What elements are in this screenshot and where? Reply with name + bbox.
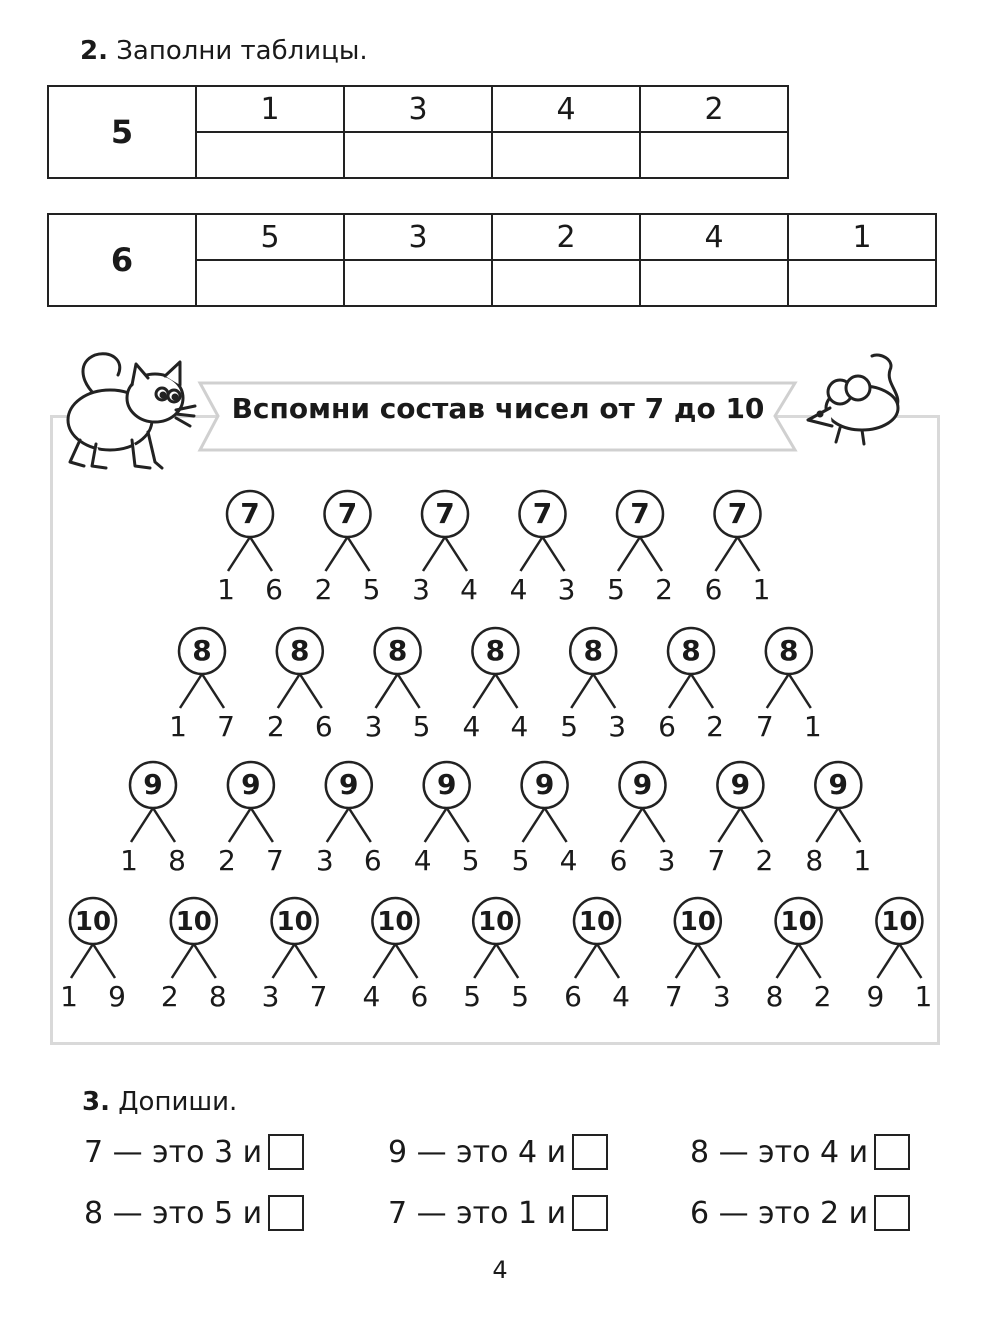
- tree-part: 3: [657, 844, 676, 877]
- task3-item: [388, 1134, 608, 1170]
- tree-whole: 10: [881, 907, 918, 937]
- tree-branch: [398, 674, 420, 708]
- tree-part: 5: [461, 844, 480, 877]
- tree-branch: [777, 944, 799, 978]
- tree-branch: [877, 944, 899, 978]
- tree-part: 2: [266, 710, 285, 743]
- tree-whole: 8: [583, 634, 603, 667]
- tree-branch: [716, 537, 738, 571]
- tree-branch: [618, 537, 640, 571]
- tree-branch: [395, 944, 417, 978]
- tree-whole: 7: [435, 497, 455, 530]
- tree-branch: [228, 537, 250, 571]
- tree-part: 4: [510, 710, 529, 743]
- tree-part: 2: [160, 980, 179, 1013]
- tree-part: 6: [314, 710, 333, 743]
- tree-whole: 7: [532, 497, 553, 530]
- tree-branch: [327, 808, 349, 842]
- table-part: 5: [196, 214, 344, 260]
- tree-part: 2: [755, 844, 774, 877]
- tree-part: 7: [664, 980, 683, 1013]
- tree-part: 3: [412, 573, 430, 606]
- tree-part: 3: [712, 980, 731, 1013]
- task3-number: 3.: [82, 1087, 110, 1117]
- tree-branch: [423, 537, 445, 571]
- tree-branch: [202, 674, 224, 708]
- tree-whole: 10: [74, 907, 112, 937]
- task3-item: [388, 1195, 608, 1231]
- tree-part: 1: [60, 980, 78, 1013]
- tree-branch: [643, 808, 665, 842]
- tree-branch: [593, 674, 615, 708]
- tree-whole: 10: [276, 907, 313, 937]
- tree-whole: 9: [241, 768, 261, 801]
- tree-whole: 10: [478, 907, 515, 937]
- table-part: 3: [344, 86, 492, 132]
- tree-part: 7: [755, 710, 774, 743]
- tree-branch: [698, 944, 720, 978]
- tree-branch: [597, 944, 619, 978]
- task3-heading: [82, 1087, 237, 1117]
- tree-part: 3: [557, 573, 576, 606]
- tree-part: 7: [265, 844, 284, 877]
- tree-branch: [425, 808, 447, 842]
- table-whole: 5: [48, 86, 196, 178]
- tree-part: 1: [752, 573, 771, 606]
- tree-whole: 8: [779, 634, 799, 667]
- tree-branch: [495, 674, 517, 708]
- tree-part: 1: [914, 980, 933, 1013]
- table-part: 1: [788, 214, 936, 260]
- tree-branch: [326, 537, 348, 571]
- tree-part: 5: [412, 710, 431, 743]
- tree-whole: 10: [780, 907, 817, 937]
- task3-item-text: 6 — это 2 и: [690, 1195, 869, 1231]
- tree-part: 5: [560, 710, 579, 743]
- tree-part: 9: [108, 980, 126, 1013]
- tree-whole: 8: [387, 634, 408, 667]
- task3-item: [690, 1134, 910, 1170]
- tree-whole: 8: [681, 634, 701, 667]
- tree-whole: 9: [632, 768, 653, 801]
- tree-part: 7: [707, 844, 726, 877]
- tree-branch: [93, 944, 115, 978]
- tree-branch: [172, 944, 194, 978]
- tree-branch: [669, 674, 691, 708]
- tree-part: 5: [511, 980, 530, 1013]
- tree-whole: 7: [337, 497, 358, 530]
- tree-branch: [376, 674, 398, 708]
- table-part: 2: [640, 86, 788, 132]
- tree-branch: [767, 674, 789, 708]
- tree-branch: [474, 944, 496, 978]
- tree-branch: [348, 537, 370, 571]
- tree-part: 6: [609, 844, 628, 877]
- task3-item-text: 8 — это 4 и: [690, 1134, 869, 1170]
- tree-branch: [180, 674, 202, 708]
- tree-whole: 8: [192, 634, 212, 667]
- tree-whole: 7: [630, 497, 650, 530]
- tree-whole: 9: [143, 768, 163, 801]
- tree-part: 8: [805, 844, 824, 877]
- tree-part: 6: [363, 844, 382, 877]
- tree-whole: 10: [679, 907, 716, 937]
- task3-text: Допиши.: [118, 1087, 238, 1117]
- tree-part: 3: [608, 710, 627, 743]
- tree-part: 4: [362, 980, 381, 1013]
- tree-branch: [445, 537, 467, 571]
- tree-branch: [575, 944, 597, 978]
- tree-whole: 9: [730, 768, 751, 801]
- task3-item-text: 9 — это 4 и: [388, 1134, 567, 1170]
- tree-branch: [229, 808, 251, 842]
- tree-part: 2: [217, 844, 236, 877]
- tree-part: 1: [169, 710, 187, 743]
- tree-part: 2: [314, 573, 333, 606]
- tree-part: 3: [364, 710, 383, 743]
- tree-whole: 8: [290, 634, 310, 667]
- tree-branch: [250, 537, 272, 571]
- tree-part: 1: [217, 573, 235, 606]
- tree-whole: 7: [727, 497, 748, 530]
- tree-branch: [496, 944, 518, 978]
- tree-part: 6: [658, 710, 676, 743]
- tree-branch: [278, 674, 300, 708]
- tree-branch: [131, 808, 153, 842]
- tree-part: 4: [462, 710, 481, 743]
- tree-part: 3: [315, 844, 334, 877]
- table-part: 4: [640, 214, 788, 260]
- tree-branch: [349, 808, 371, 842]
- tree-part: 6: [704, 573, 723, 606]
- tree-branch: [373, 944, 395, 978]
- tree-branch: [899, 944, 921, 978]
- tree-part: 4: [460, 573, 478, 606]
- tree-branch: [473, 674, 495, 708]
- tree-part: 4: [509, 573, 528, 606]
- tree-part: 2: [655, 573, 673, 606]
- tree-branch: [738, 537, 760, 571]
- tree-branch: [194, 944, 216, 978]
- tree-part: 4: [612, 980, 630, 1013]
- task3-item: [84, 1195, 304, 1231]
- tree-part: 1: [803, 710, 822, 743]
- tree-part: 7: [217, 710, 235, 743]
- task2-text: Заполни таблицы.: [116, 36, 368, 66]
- tree-part: 8: [765, 980, 784, 1013]
- tree-part: 2: [706, 710, 724, 743]
- tree-whole: 8: [485, 634, 506, 667]
- task2-number: 2.: [80, 36, 108, 66]
- tree-branch: [545, 808, 567, 842]
- tree-part: 5: [362, 573, 381, 606]
- tree-branch: [640, 537, 662, 571]
- tree-branch: [153, 808, 175, 842]
- tree-part: 8: [208, 980, 227, 1013]
- answer-box[interactable]: [572, 1195, 608, 1231]
- tree-part: 7: [309, 980, 328, 1013]
- tree-branch: [300, 674, 322, 708]
- tree-whole: 9: [339, 768, 359, 801]
- tree-part: 1: [853, 844, 872, 877]
- table-part: 2: [492, 214, 640, 260]
- tree-branch: [621, 808, 643, 842]
- tree-whole: 7: [240, 497, 260, 530]
- answer-box[interactable]: [874, 1134, 910, 1170]
- page-number: 4: [492, 1256, 508, 1284]
- banner-title: Вспомни состав чисел от 7 до 10: [231, 392, 765, 425]
- answer-box[interactable]: [572, 1134, 608, 1170]
- answer-box[interactable]: [268, 1134, 304, 1170]
- tree-branch: [789, 674, 811, 708]
- table-part: 3: [344, 214, 492, 260]
- tree-branch: [799, 944, 821, 978]
- tree-part: 3: [261, 980, 280, 1013]
- answer-box[interactable]: [268, 1195, 304, 1231]
- tree-whole: 9: [828, 768, 849, 801]
- tree-branch: [691, 674, 713, 708]
- tree-part: 4: [413, 844, 432, 877]
- tree-part: 6: [564, 980, 582, 1013]
- tree-branch: [447, 808, 469, 842]
- tree-branch: [523, 808, 545, 842]
- tree-part: 5: [463, 980, 482, 1013]
- tree-branch: [838, 808, 860, 842]
- tree-branch: [71, 944, 93, 978]
- answer-box[interactable]: [874, 1195, 910, 1231]
- tree-whole: 9: [534, 768, 555, 801]
- tree-branch: [718, 808, 740, 842]
- tree-whole: 9: [436, 768, 457, 801]
- task3-item: [690, 1195, 910, 1231]
- tree-branch: [251, 808, 273, 842]
- tree-branch: [521, 537, 543, 571]
- tree-part: 6: [410, 980, 429, 1013]
- task3-item-text: 7 — это 1 и: [388, 1195, 567, 1231]
- tree-branch: [295, 944, 317, 978]
- tree-branch: [740, 808, 762, 842]
- tree-whole: 10: [377, 907, 414, 937]
- tree-whole: 10: [175, 907, 212, 937]
- tree-part: 5: [607, 573, 625, 606]
- tree-part: 9: [866, 980, 885, 1013]
- tree-part: 5: [511, 844, 530, 877]
- table-part: 1: [196, 86, 344, 132]
- tree-part: 1: [120, 844, 138, 877]
- task3-item-text: 8 — это 5 и: [84, 1195, 263, 1231]
- tree-whole: 10: [578, 907, 616, 937]
- table-part: 4: [492, 86, 640, 132]
- tree-part: 8: [168, 844, 186, 877]
- tree-part: 6: [265, 573, 283, 606]
- task3-item: [84, 1134, 304, 1170]
- tree-branch: [571, 674, 593, 708]
- tree-branch: [816, 808, 838, 842]
- tree-branch: [273, 944, 295, 978]
- tree-part: 4: [559, 844, 578, 877]
- tree-part: 2: [813, 980, 832, 1013]
- task3-item-text: 7 — это 3 и: [84, 1134, 263, 1170]
- tree-branch: [543, 537, 565, 571]
- table-whole: 6: [48, 214, 196, 306]
- tree-branch: [676, 944, 698, 978]
